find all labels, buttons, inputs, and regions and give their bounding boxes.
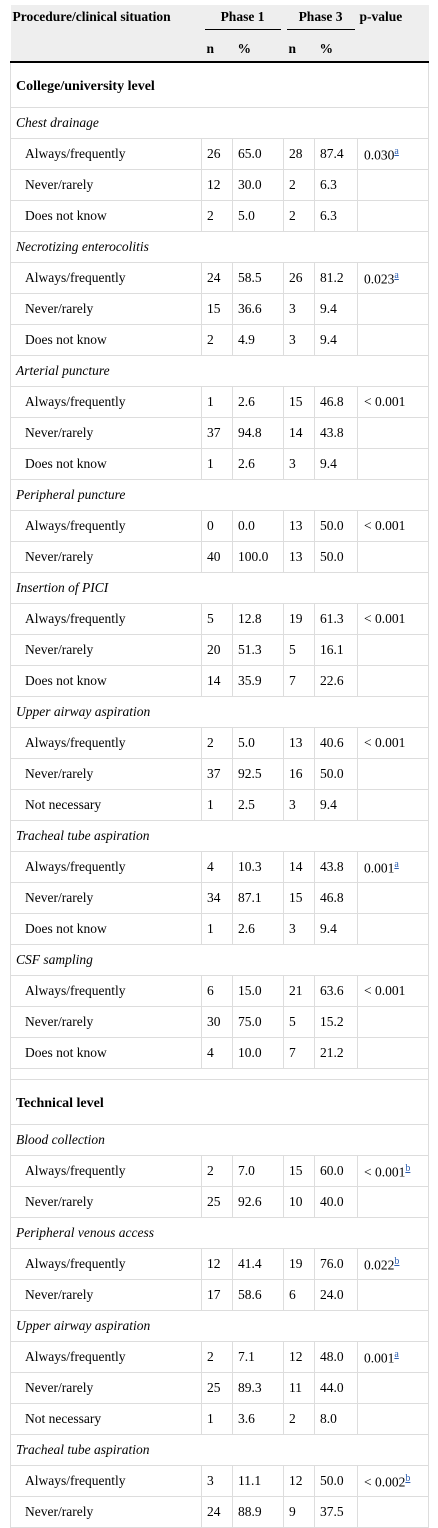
phase1-n: 5 — [202, 604, 233, 635]
phase1-n: 25 — [202, 1373, 233, 1404]
phase1-pct: 11.1 — [233, 1466, 284, 1497]
table-row — [11, 294, 429, 325]
phase3-n: 19 — [284, 1249, 315, 1280]
p-value — [358, 1249, 429, 1280]
phase1-n: 2 — [202, 201, 233, 232]
phase3-n: 2 — [284, 1404, 315, 1435]
response-label: Always/frequently — [11, 1342, 202, 1373]
p-value — [358, 387, 429, 418]
table-row — [11, 201, 429, 232]
procedure-name: Arterial puncture — [11, 356, 429, 387]
footnote-link[interactable]: b — [405, 1162, 411, 1174]
response-label: Does not know — [11, 449, 202, 480]
phase1-pct: 88.9 — [233, 1497, 284, 1528]
phase1-n: 3 — [202, 1466, 233, 1497]
response-label: Always/frequently — [11, 728, 202, 759]
response-label: Always/frequently — [11, 387, 202, 418]
p-value-text: < 0.002 — [364, 1474, 406, 1490]
procedure-row — [11, 945, 429, 976]
phase3-pct: 9.4 — [315, 294, 358, 325]
procedure-name: Peripheral puncture — [11, 480, 429, 511]
p-value — [358, 201, 429, 232]
procedure-row — [11, 108, 429, 139]
footnote-link[interactable]: b — [394, 1255, 400, 1267]
spacer-cell — [11, 1069, 429, 1080]
phase3-pct: 9.4 — [315, 790, 358, 821]
phase1-pct: 2.6 — [233, 387, 284, 418]
phase1-n: 40 — [202, 542, 233, 573]
results-table — [10, 5, 429, 1528]
table-row — [11, 1497, 429, 1528]
phase3-n: 7 — [284, 666, 315, 697]
table-row — [11, 852, 429, 883]
phase1-n: 4 — [202, 1038, 233, 1069]
phase3-n: 3 — [284, 325, 315, 356]
table-row — [11, 604, 429, 635]
table-row — [11, 1280, 429, 1311]
phase3-n: 3 — [284, 790, 315, 821]
table-row — [11, 449, 429, 480]
p-value — [358, 883, 429, 914]
phase3-n: 2 — [284, 170, 315, 201]
p-value — [358, 1156, 429, 1187]
phase3-n: 3 — [284, 294, 315, 325]
phase3-pct: 61.3 — [315, 604, 358, 635]
response-label: Never/rarely — [11, 1280, 202, 1311]
table-body — [11, 62, 429, 1528]
phase3-n: 15 — [284, 1156, 315, 1187]
procedure-name: Chest drainage — [11, 108, 429, 139]
phase3-n: 13 — [284, 728, 315, 759]
footnote-link[interactable]: a — [394, 145, 399, 157]
phase1-pct: 51.3 — [233, 635, 284, 666]
response-label: Not necessary — [11, 1404, 202, 1435]
p-value-text: 0.030 — [364, 147, 395, 163]
phase1-pct: 87.1 — [233, 883, 284, 914]
p-value — [358, 449, 429, 480]
phase3-n: 12 — [284, 1466, 315, 1497]
phase3-n: 14 — [284, 418, 315, 449]
table-row — [11, 1249, 429, 1280]
procedure-name: Tracheal tube aspiration — [11, 821, 429, 852]
phase3-n: 6 — [284, 1280, 315, 1311]
phase1-pct: 15.0 — [233, 976, 284, 1007]
p-value — [358, 1007, 429, 1038]
header-n-phase3: n — [284, 36, 315, 62]
header-procedure: Procedure/clinical situation — [11, 5, 202, 36]
phase1-pct: 10.0 — [233, 1038, 284, 1069]
phase1-pct: 0.0 — [233, 511, 284, 542]
phase1-n: 20 — [202, 635, 233, 666]
header-phase3: Phase 3 — [284, 5, 358, 36]
p-value-text: 0.001 — [364, 860, 395, 876]
phase1-pct: 12.8 — [233, 604, 284, 635]
response-label: Always/frequently — [11, 1466, 202, 1497]
table-row — [11, 325, 429, 356]
p-value — [358, 790, 429, 821]
phase3-pct: 37.5 — [315, 1497, 358, 1528]
table-row — [11, 387, 429, 418]
response-label: Does not know — [11, 201, 202, 232]
phase1-pct: 5.0 — [233, 728, 284, 759]
phase1-n: 14 — [202, 666, 233, 697]
phase3-n: 15 — [284, 883, 315, 914]
phase3-pct: 50.0 — [315, 759, 358, 790]
procedure-name: Peripheral venous access — [11, 1218, 429, 1249]
phase1-n: 2 — [202, 728, 233, 759]
footnote-link[interactable]: b — [405, 1472, 411, 1484]
phase1-n: 2 — [202, 325, 233, 356]
phase1-pct: 94.8 — [233, 418, 284, 449]
procedure-row — [11, 573, 429, 604]
table-row — [11, 1187, 429, 1218]
phase1-pct: 92.6 — [233, 1187, 284, 1218]
footnote-link[interactable]: a — [394, 269, 399, 281]
p-value — [358, 914, 429, 945]
phase1-n: 4 — [202, 852, 233, 883]
table-row — [11, 759, 429, 790]
phase1-n: 24 — [202, 1497, 233, 1528]
phase3-pct: 24.0 — [315, 1280, 358, 1311]
table-row — [11, 1404, 429, 1435]
phase1-n: 1 — [202, 914, 233, 945]
phase3-n: 21 — [284, 976, 315, 1007]
response-label: Does not know — [11, 325, 202, 356]
phase3-pct: 9.4 — [315, 449, 358, 480]
phase3-pct: 60.0 — [315, 1156, 358, 1187]
phase3-pct: 44.0 — [315, 1373, 358, 1404]
phase3-pct: 40.0 — [315, 1187, 358, 1218]
phase3-n: 15 — [284, 387, 315, 418]
phase3-pct: 50.0 — [315, 511, 358, 542]
table-row — [11, 914, 429, 945]
p-value — [358, 1038, 429, 1069]
phase1-n: 25 — [202, 1187, 233, 1218]
table-row — [11, 790, 429, 821]
phase1-n: 37 — [202, 759, 233, 790]
table-row — [11, 1466, 429, 1497]
phase3-pct: 87.4 — [315, 139, 358, 170]
phase3-pct: 6.3 — [315, 201, 358, 232]
response-label: Always/frequently — [11, 1249, 202, 1280]
p-value — [358, 635, 429, 666]
phase1-pct: 4.9 — [233, 325, 284, 356]
p-value-text: 0.023 — [364, 271, 395, 287]
table-row — [11, 542, 429, 573]
procedure-row — [11, 356, 429, 387]
phase1-n: 6 — [202, 976, 233, 1007]
header-pvalue: p-value — [358, 5, 429, 36]
phase1-n: 17 — [202, 1280, 233, 1311]
procedure-row — [11, 821, 429, 852]
response-label: Does not know — [11, 666, 202, 697]
p-value — [358, 294, 429, 325]
phase1-n: 15 — [202, 294, 233, 325]
response-label: Always/frequently — [11, 1156, 202, 1187]
response-label: Always/frequently — [11, 511, 202, 542]
procedure-name: Upper airway aspiration — [11, 697, 429, 728]
p-value — [358, 139, 429, 170]
procedure-row — [11, 1125, 429, 1156]
p-value — [358, 511, 429, 542]
phase3-n: 13 — [284, 511, 315, 542]
p-value — [358, 1497, 429, 1528]
phase1-pct: 89.3 — [233, 1373, 284, 1404]
phase1-pct: 30.0 — [233, 170, 284, 201]
table-header — [11, 5, 429, 62]
p-value — [358, 852, 429, 883]
response-label: Never/rarely — [11, 1373, 202, 1404]
phase3-pct: 63.6 — [315, 976, 358, 1007]
phase1-pct: 5.0 — [233, 201, 284, 232]
p-value-text: < 0.001 — [364, 611, 406, 626]
table-row — [11, 635, 429, 666]
footnote-link[interactable]: a — [394, 858, 399, 870]
response-label: Never/rarely — [11, 883, 202, 914]
phase1-pct: 41.4 — [233, 1249, 284, 1280]
phase3-n: 2 — [284, 201, 315, 232]
phase1-pct: 36.6 — [233, 294, 284, 325]
phase1-pct: 58.6 — [233, 1280, 284, 1311]
phase3-pct: 50.0 — [315, 1466, 358, 1497]
phase3-pct: 76.0 — [315, 1249, 358, 1280]
table-row — [11, 418, 429, 449]
p-value — [358, 1373, 429, 1404]
phase1-pct: 3.6 — [233, 1404, 284, 1435]
phase3-pct: 43.8 — [315, 852, 358, 883]
phase3-pct: 43.8 — [315, 418, 358, 449]
phase3-n: 5 — [284, 1007, 315, 1038]
response-label: Not necessary — [11, 790, 202, 821]
p-value-text: < 0.001 — [364, 394, 406, 409]
response-label: Always/frequently — [11, 263, 202, 294]
p-value — [358, 759, 429, 790]
phase3-pct: 16.1 — [315, 635, 358, 666]
table-row — [11, 728, 429, 759]
response-label: Never/rarely — [11, 542, 202, 573]
phase1-pct: 58.5 — [233, 263, 284, 294]
header-n-phase1: n — [202, 36, 233, 62]
phase1-n: 37 — [202, 418, 233, 449]
table-row — [11, 666, 429, 697]
phase3-pct: 15.2 — [315, 1007, 358, 1038]
phase1-pct: 10.3 — [233, 852, 284, 883]
header-blank — [11, 36, 202, 62]
header-pct-phase1: % — [233, 36, 284, 62]
phase3-n: 16 — [284, 759, 315, 790]
phase3-n: 14 — [284, 852, 315, 883]
phase3-n: 10 — [284, 1187, 315, 1218]
phase3-n: 3 — [284, 914, 315, 945]
phase3-n: 12 — [284, 1342, 315, 1373]
phase1-n: 24 — [202, 263, 233, 294]
phase1-n: 12 — [202, 170, 233, 201]
p-value-text: < 0.001 — [364, 518, 406, 533]
phase1-pct: 7.1 — [233, 1342, 284, 1373]
procedure-name: Upper airway aspiration — [11, 1311, 429, 1342]
response-label: Always/frequently — [11, 852, 202, 883]
phase3-n: 11 — [284, 1373, 315, 1404]
phase1-n: 1 — [202, 1404, 233, 1435]
phase3-n: 19 — [284, 604, 315, 635]
p-value — [358, 976, 429, 1007]
p-value — [358, 418, 429, 449]
response-label: Always/frequently — [11, 139, 202, 170]
phase1-pct: 75.0 — [233, 1007, 284, 1038]
table-row — [11, 1156, 429, 1187]
phase1-pct: 2.6 — [233, 914, 284, 945]
phase3-pct: 50.0 — [315, 542, 358, 573]
response-label: Never/rarely — [11, 1187, 202, 1218]
phase3-n: 26 — [284, 263, 315, 294]
p-value — [358, 542, 429, 573]
procedure-row — [11, 1218, 429, 1249]
phase3-n: 13 — [284, 542, 315, 573]
header-pct-phase3: % — [315, 36, 358, 62]
p-value — [358, 325, 429, 356]
p-value — [358, 666, 429, 697]
level-row — [11, 1080, 429, 1125]
response-label: Does not know — [11, 914, 202, 945]
phase3-pct: 9.4 — [315, 914, 358, 945]
phase1-pct: 7.0 — [233, 1156, 284, 1187]
procedure-name: Blood collection — [11, 1125, 429, 1156]
table-row — [11, 263, 429, 294]
phase3-pct: 6.3 — [315, 170, 358, 201]
procedure-name: CSF sampling — [11, 945, 429, 976]
procedure-name: Necrotizing enterocolitis — [11, 232, 429, 263]
response-label: Never/rarely — [11, 1497, 202, 1528]
p-value-text: 0.022 — [364, 1257, 395, 1273]
phase3-pct: 8.0 — [315, 1404, 358, 1435]
response-label: Never/rarely — [11, 294, 202, 325]
procedure-row — [11, 1435, 429, 1466]
table-row — [11, 883, 429, 914]
table-row — [11, 1342, 429, 1373]
phase1-pct: 65.0 — [233, 139, 284, 170]
phase1-n: 2 — [202, 1156, 233, 1187]
response-label: Always/frequently — [11, 976, 202, 1007]
level-row — [11, 62, 429, 108]
phase3-n: 28 — [284, 139, 315, 170]
p-value-text: < 0.001 — [364, 1164, 406, 1180]
p-value — [358, 1342, 429, 1373]
phase3-n: 9 — [284, 1497, 315, 1528]
level-heading: Technical level — [11, 1080, 429, 1125]
table-row — [11, 1373, 429, 1404]
p-value — [358, 1404, 429, 1435]
procedure-row — [11, 232, 429, 263]
footnote-link[interactable]: a — [394, 1348, 399, 1360]
response-label: Never/rarely — [11, 759, 202, 790]
response-label: Never/rarely — [11, 418, 202, 449]
p-value-text: < 0.001 — [364, 983, 406, 998]
phase3-pct: 46.8 — [315, 883, 358, 914]
p-value-text: < 0.001 — [364, 735, 406, 750]
procedure-name: Insertion of PICI — [11, 573, 429, 604]
phase1-pct: 92.5 — [233, 759, 284, 790]
phase1-n: 12 — [202, 1249, 233, 1280]
procedure-row — [11, 1311, 429, 1342]
table-row — [11, 139, 429, 170]
table-row — [11, 1007, 429, 1038]
p-value — [358, 1466, 429, 1497]
phase3-n: 5 — [284, 635, 315, 666]
phase3-n: 3 — [284, 449, 315, 480]
table-row — [11, 976, 429, 1007]
p-value — [358, 728, 429, 759]
phase3-pct: 40.6 — [315, 728, 358, 759]
phase1-n: 26 — [202, 139, 233, 170]
header-phase1: Phase 1 — [202, 5, 284, 36]
phase1-n: 30 — [202, 1007, 233, 1038]
phase3-pct: 46.8 — [315, 387, 358, 418]
p-value-text: 0.001 — [364, 1350, 395, 1366]
response-label: Never/rarely — [11, 1007, 202, 1038]
phase3-pct: 22.6 — [315, 666, 358, 697]
phase1-pct: 2.5 — [233, 790, 284, 821]
response-label: Never/rarely — [11, 170, 202, 201]
phase3-pct: 48.0 — [315, 1342, 358, 1373]
phase1-n: 1 — [202, 790, 233, 821]
response-label: Never/rarely — [11, 635, 202, 666]
phase1-n: 0 — [202, 511, 233, 542]
phase1-n: 2 — [202, 1342, 233, 1373]
phase1-pct: 100.0 — [233, 542, 284, 573]
phase1-n: 1 — [202, 387, 233, 418]
phase1-pct: 35.9 — [233, 666, 284, 697]
phase3-n: 7 — [284, 1038, 315, 1069]
response-label: Does not know — [11, 1038, 202, 1069]
p-value — [358, 604, 429, 635]
response-label: Always/frequently — [11, 604, 202, 635]
section-spacer — [11, 1069, 429, 1080]
table-row — [11, 511, 429, 542]
level-heading: College/university level — [11, 62, 429, 108]
phase3-pct: 9.4 — [315, 325, 358, 356]
phase1-n: 1 — [202, 449, 233, 480]
p-value — [358, 263, 429, 294]
phase3-pct: 81.2 — [315, 263, 358, 294]
p-value — [358, 1187, 429, 1218]
procedure-name: Tracheal tube aspiration — [11, 1435, 429, 1466]
phase3-pct: 21.2 — [315, 1038, 358, 1069]
phase1-n: 34 — [202, 883, 233, 914]
procedure-row — [11, 697, 429, 728]
procedure-row — [11, 480, 429, 511]
table-row — [11, 170, 429, 201]
p-value — [358, 170, 429, 201]
phase1-pct: 2.6 — [233, 449, 284, 480]
table-row — [11, 1038, 429, 1069]
p-value — [358, 1280, 429, 1311]
header-blank-pvalue — [358, 36, 429, 62]
